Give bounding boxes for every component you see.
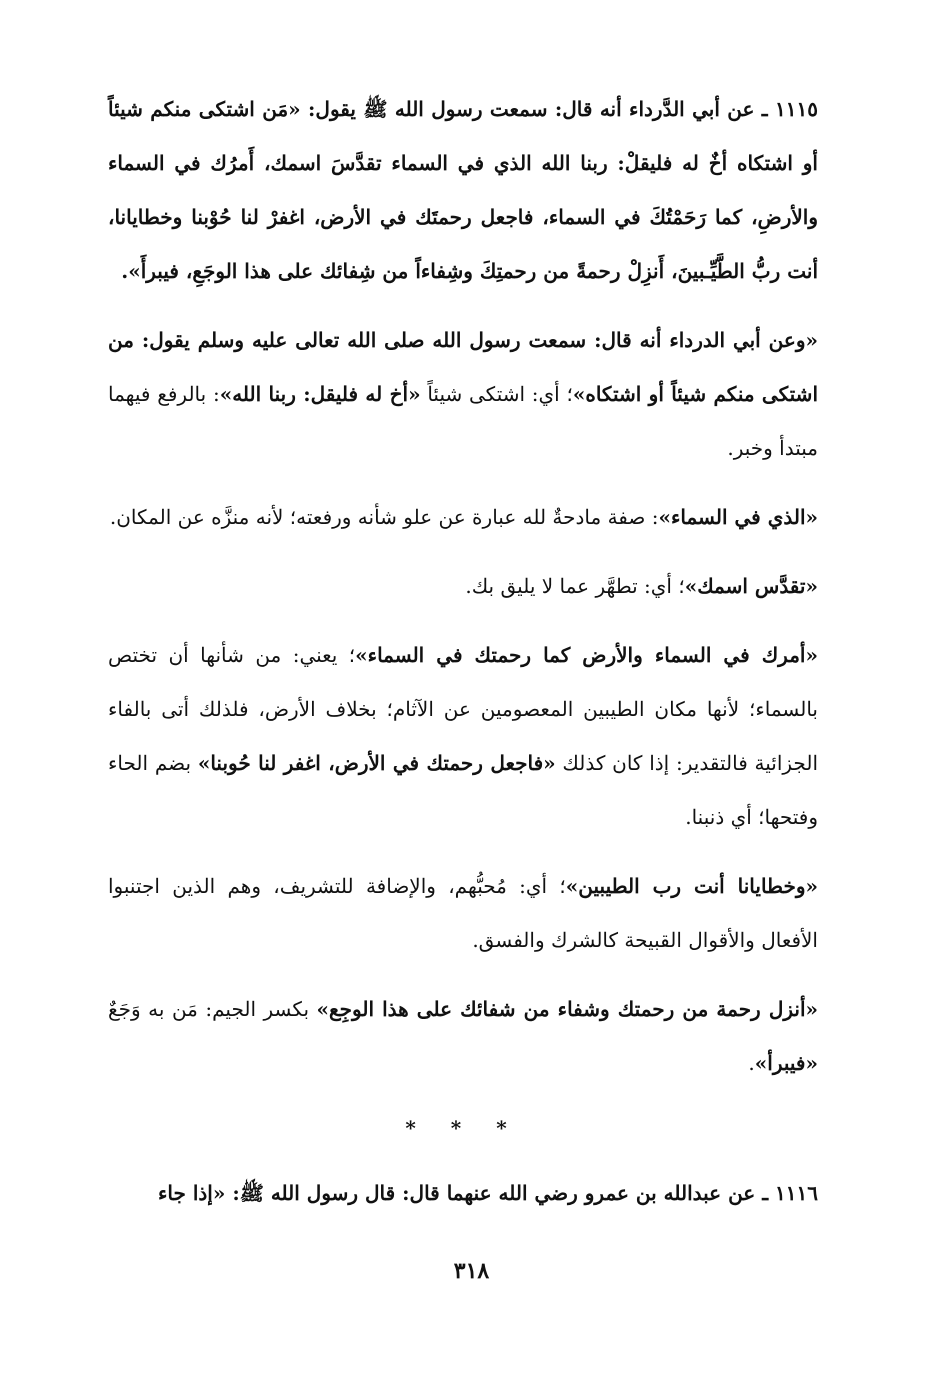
page-number: ٣١٨ xyxy=(453,1258,490,1284)
commentary-text: ؛ أي: تطهَّر عما لا يليق بك. xyxy=(465,574,685,598)
quoted-text: «فيبرأ» xyxy=(754,1051,818,1075)
hadith-1115: ١١١٥ ـ عن أبي الدَّرداء أنه قال: سمعت رسول الله ﷺ يقول: «مَن اشتكى منكم شيئاً أو اشتكاه أخٌ له فليقلْ: ربنا الله الذي في السماء تقدَّسَ اسمك، أَمرُك في السماء والأرضِ، كما رَحَمْتُكَ في السماء، فاجعل رحمتَك في الأرض، اغفرْ لنا حُوْبنا وخطايانا، أنت ربُّ الطَّيِّـبينَ، أَنزِلْ رحمةً من رحمتِكَ وشِفاءاً من شِفائك على هذا الوجَعِ، فيبرأَ». xyxy=(108,97,818,283)
commentary-paragraph xyxy=(108,628,818,844)
commentary-text: بضم الحاء وفتحها؛ أي ذنبنا. xyxy=(108,751,818,829)
quoted-text: «وخطايانا أنت رب الطيبين» xyxy=(565,874,818,898)
quoted-text: «أمرك في السماء والأرض كما رحمتك في السماء» xyxy=(355,643,818,667)
commentary-text: : صفة مادحةٌ لله عبارة عن علو شأنه ورفعته؛ لأنه منزَّه عن المكان. xyxy=(109,505,659,529)
commentary-paragraph xyxy=(108,490,818,544)
commentary-text: ؛ أي: اشتكى شيئاً xyxy=(420,382,573,406)
quoted-text: «أخ له فليقل: ربنا الله» xyxy=(219,382,421,406)
section-separator: * * * xyxy=(405,1116,521,1140)
commentary-text: بكسر الجيم: مَن به وَجَعٌ xyxy=(108,997,317,1021)
commentary-text: . xyxy=(748,1051,755,1075)
commentary-paragraph xyxy=(108,859,818,967)
quoted-text: «أنزل رحمة من رحمتك وشفاء من شفائك على هذا الوجِع» xyxy=(316,997,819,1021)
commentary-paragraph xyxy=(108,313,818,475)
quoted-text: «تقدَّس اسمك» xyxy=(684,574,818,598)
commentary-text: ؛ أي: مُحبُّهم، والإضافة للتشريف، وهم الذين اجتنبوا الأفعال والأقوال القبيحة كالشرك والفسق. xyxy=(108,874,818,952)
quoted-text: «فاجعل رحمتك في الأرض، اغفر لنا حُوبنا» xyxy=(197,751,556,775)
commentary-paragraph xyxy=(108,559,818,613)
quoted-text: «الذي في السماء» xyxy=(658,505,818,529)
hadith-1116: ١١١٦ ـ عن عبدالله بن عمرو رضي الله عنهما قال: قال رسول الله ﷺ: «إذا جاء xyxy=(158,1181,818,1205)
commentary-text: ؛ يعني: من شأنها أن تختص بالسماء؛ لأنها مكان الطيبين المعصومين عن الآثام؛ بخلاف الأرض، فلذلك أتى بالفاء الجزائية فالتقدير: إذا كان كذلك xyxy=(108,643,818,775)
commentary-text: : بالرفع فيهما مبتدأ وخبر. xyxy=(108,382,818,460)
commentary-paragraph xyxy=(108,982,818,1090)
quoted-text: «وعن أبي الدرداء أنه قال: سمعت رسول الله صلى الله تعالى عليه وسلم يقول: من اشتكى منكم شيئاً أو اشتكاه» xyxy=(108,328,818,406)
